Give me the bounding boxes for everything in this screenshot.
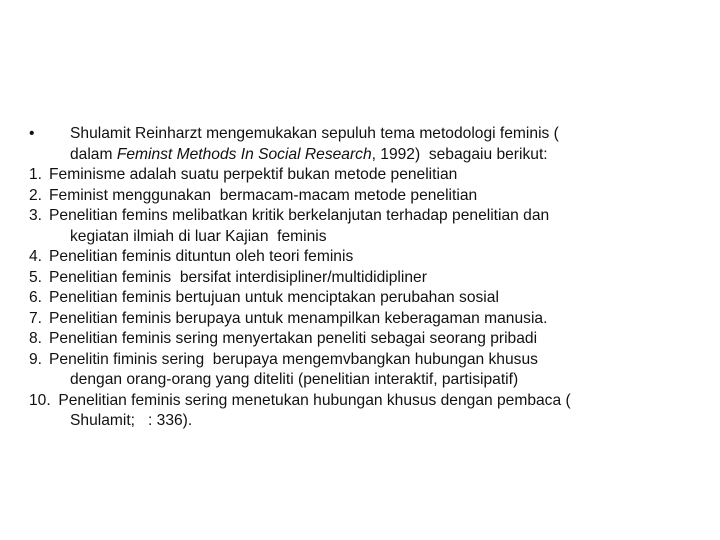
list-item — [29, 329, 699, 350]
item-text-continuation: Shulamit; : 336). — [70, 412, 193, 429]
item-text: Penelitian femins melibatkan kritik berkelanjutan terhadap penelitian dan — [49, 207, 550, 224]
list-item — [29, 268, 699, 289]
item-number: 4. — [29, 248, 43, 265]
item-number: 7. — [29, 309, 43, 327]
intro-bullet — [29, 124, 699, 145]
intro-line-2-prefix: dalam — [70, 145, 117, 163]
item-text: Penelitian feminis bertujuan untuk menciptakan perubahan sosial — [49, 289, 499, 306]
item-text: Penelitian feminis sering menetukan hubungan khusus dengan pembaca ( — [54, 391, 571, 409]
list-item — [29, 165, 699, 186]
item-number: 3. — [29, 207, 43, 224]
bullet-marker: • — [29, 125, 35, 142]
list-item — [29, 247, 699, 268]
item-text: Penelitian feminis berupaya untuk menampilkan keberagaman manusia. — [49, 309, 548, 327]
intro-line-2-suffix: , 1992) sebagaiu berikut: — [371, 145, 548, 163]
item-text: Penelitian feminis dituntun oleh teori feminis — [49, 248, 354, 265]
list-item — [29, 391, 699, 412]
intro-line-1: Shulamit Reinharzt mengemukakan sepuluh tema metodologi feminis ( — [70, 125, 559, 142]
item-text: Feminisme adalah suatu perpektif bukan metode penelitian — [49, 166, 458, 183]
item-number: 6. — [29, 289, 43, 306]
item-text-continuation: kegiatan ilmiah di luar Kajian feminis — [70, 227, 327, 245]
item-number: 9. — [29, 350, 43, 368]
item-number: 1. — [29, 166, 43, 183]
item-text: Penelitian feminis sering menyertakan peneliti sebagai seorang pribadi — [49, 330, 538, 347]
slide-body-text — [29, 124, 699, 432]
item-number: 5. — [29, 268, 43, 286]
item-number: 10. — [29, 391, 51, 409]
item-text-continuation: dengan orang-orang yang diteliti (penelitian interaktif, partisipatif) — [70, 371, 519, 388]
item-text: Feminist menggunakan bermacam-macam metode penelitian — [49, 186, 478, 204]
list-item — [29, 288, 699, 309]
item-number: 2. — [29, 186, 43, 204]
item-text: Penelitin fiminis sering berupaya mengemvbangkan hubungan khusus — [49, 350, 538, 368]
list-item — [29, 309, 699, 330]
item-text: Penelitian feminis bersifat interdisipliner/multididipliner — [49, 268, 427, 286]
list-item — [29, 350, 699, 371]
book-title: Feminst Methods In Social Research — [116, 145, 372, 163]
list-item — [29, 186, 699, 207]
intro-line-2 — [29, 145, 699, 166]
list-item — [29, 206, 699, 227]
item-number: 8. — [29, 330, 43, 347]
